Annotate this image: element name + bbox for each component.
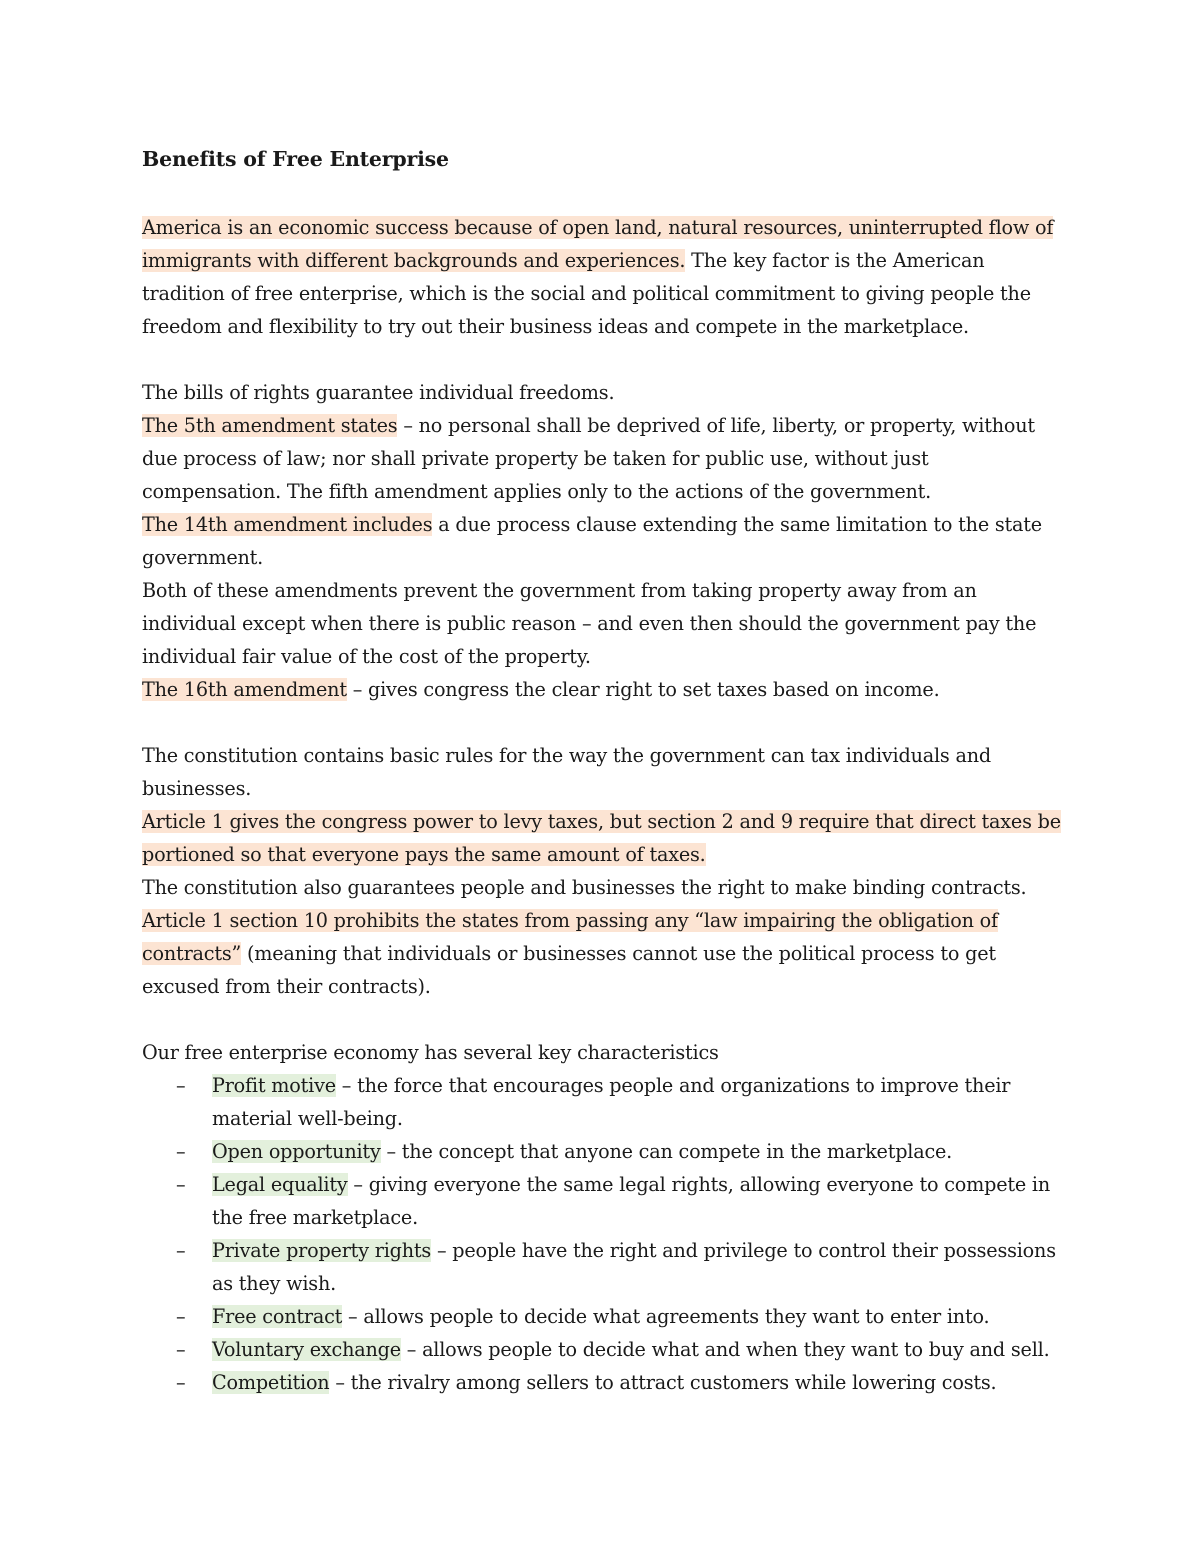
characteristic-term: Free contract — [212, 1305, 343, 1328]
sixteenth-amendment-paragraph — [142, 673, 1072, 706]
fifth-amendment-highlight: The 5th amendment states — [142, 414, 398, 437]
dash-bullet: – — [176, 1305, 186, 1328]
dash-bullet: – — [176, 1371, 186, 1394]
contracts-paragraph: The constitution also guarantees people and businesses the right to make binding contracts. — [142, 876, 1027, 899]
characteristic-term: Legal equality — [212, 1173, 348, 1196]
dash-bullet: – — [176, 1140, 186, 1163]
document-title: Benefits of Free Enterprise — [142, 147, 449, 171]
constitution-intro: The constitution contains basic rules for the way the government can tax individuals and businesses. — [142, 744, 991, 800]
characteristic-desc: – giving everyone the same legal rights, allowing everyone to compete in the free marketplace. — [212, 1173, 1051, 1229]
fourteenth-amendment-paragraph — [142, 508, 1072, 574]
characteristic-desc: – allows people to decide what agreements they want to enter into. — [342, 1305, 990, 1328]
dash-bullet: – — [176, 1239, 186, 1262]
characteristics-intro: Our free enterprise economy has several key characteristics — [142, 1041, 719, 1064]
article1-paragraph — [142, 805, 1072, 871]
list-item — [176, 1300, 1072, 1333]
both-amendments-paragraph: Both of these amendments prevent the government from taking property away from an individual except when there is public reason – and even then should the government pay the individual fair value of the cost of the property. — [142, 579, 1037, 668]
characteristic-term: Open opportunity — [212, 1140, 381, 1163]
sixteenth-amendment-highlight: The 16th amendment — [142, 678, 347, 701]
section10-highlight: Article 1 section 10 prohibits the states from passing any “law impairing the obligation of contracts” — [142, 909, 998, 965]
fifth-amendment-text: – no personal shall be deprived of life, liberty, or property, without due process of law; nor shall private property be taken for public use, without just compensation. The fifth amendment applies only to the actions of the government. — [142, 414, 1035, 503]
paragraph-gap — [142, 343, 1072, 376]
list-item — [176, 1333, 1072, 1366]
characteristic-term: Profit motive — [212, 1074, 336, 1097]
section10-paragraph — [142, 904, 1072, 1003]
paragraph-gap — [142, 706, 1072, 739]
characteristic-desc: – the concept that anyone can compete in the marketplace. — [380, 1140, 953, 1163]
characteristic-desc: – people have the right and privilege to control their possessions as they wish. — [212, 1239, 1056, 1295]
dash-bullet: – — [176, 1338, 186, 1361]
list-item — [176, 1168, 1072, 1234]
list-item — [176, 1135, 1072, 1168]
paragraph-gap — [142, 1003, 1072, 1036]
characteristic-desc: – allows people to decide what and when they want to buy and sell. — [400, 1338, 1050, 1361]
characteristic-term: Competition — [212, 1371, 330, 1394]
list-item — [176, 1366, 1072, 1399]
fifth-amendment-paragraph — [142, 409, 1072, 508]
list-item — [176, 1069, 1072, 1135]
list-item — [176, 1234, 1072, 1300]
characteristic-desc: – the rivalry among sellers to attract customers while lowering costs. — [329, 1371, 997, 1394]
fourteenth-amendment-highlight: The 14th amendment includes — [142, 513, 433, 536]
dash-bullet: – — [176, 1074, 186, 1097]
dash-bullet: – — [176, 1173, 186, 1196]
section10-text: (meaning that individuals or businesses cannot use the political process to get excused from their contracts). — [142, 942, 996, 998]
characteristic-term: Private property rights — [212, 1239, 432, 1262]
fourteenth-amendment-text: a due process clause extending the same limitation to the state government. — [142, 513, 1042, 569]
characteristic-term: Voluntary exchange — [212, 1338, 401, 1361]
document-page — [142, 140, 1072, 1399]
intro-rest: The key factor is the American tradition of free enterprise, which is the social and political commitment to giving people the freedom and flexibility to try out their business ideas and compete in the marketplace. — [142, 249, 1031, 338]
sixteenth-amendment-text: – gives congress the clear right to set taxes based on income. — [346, 678, 940, 701]
characteristics-list — [142, 1069, 1072, 1399]
article1-highlight: Article 1 gives the congress power to levy taxes, but section 2 and 9 require that direct taxes be portioned so that everyone pays the same amount of taxes. — [142, 810, 1061, 866]
intro-paragraph — [142, 211, 1072, 343]
rights-intro: The bills of rights guarantee individual freedoms. — [142, 381, 615, 404]
intro-highlight: America is an economic success because of open land, natural resources, uninterrupted flow of immigrants with different backgrounds and experiences. — [142, 216, 1054, 272]
characteristic-desc: – the force that encourages people and organizations to improve their material well-being. — [212, 1074, 1011, 1130]
